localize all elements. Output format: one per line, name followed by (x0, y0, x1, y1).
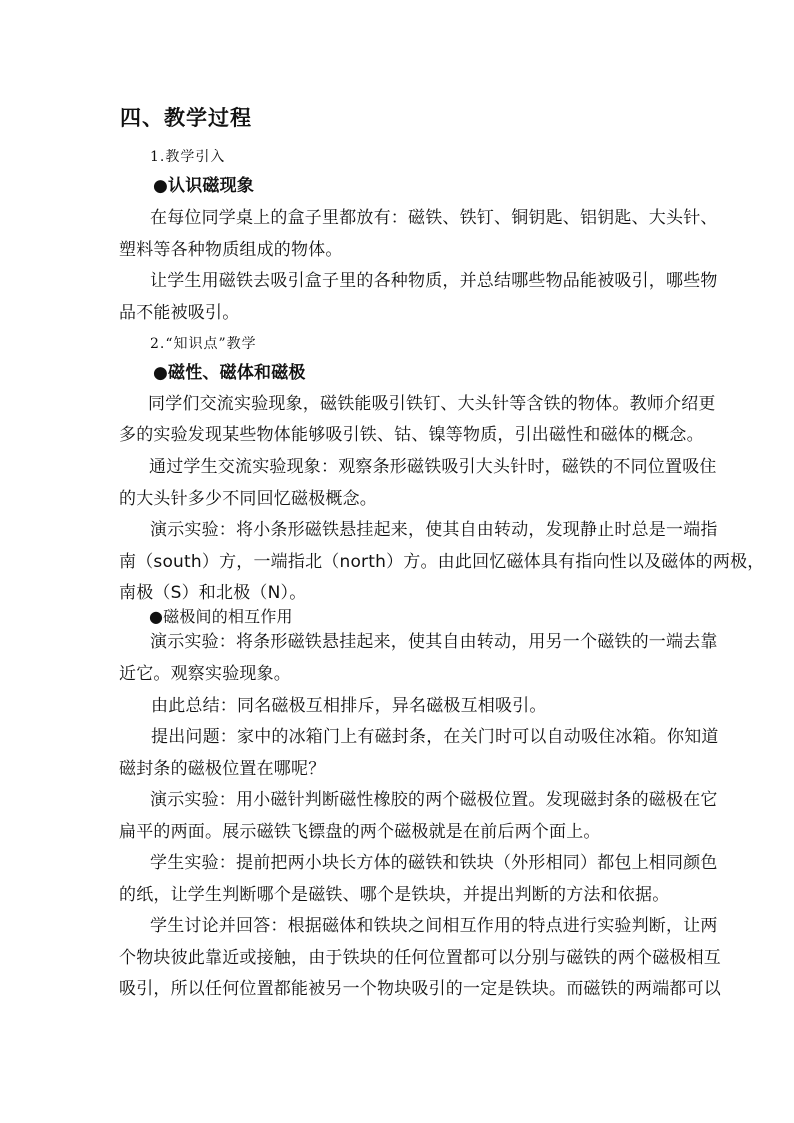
paragraph-line: 个物块彼此靠近或接触，由于铁块的任何位置都可以分别与磁铁的两个磁极相互 (119, 948, 721, 968)
paragraph-line: 磁封条的磁极位置在哪呢？ (119, 759, 326, 779)
subheading-knowledge-teaching: 2.“知识点”教学 (150, 336, 257, 352)
paragraph-line: 通过学生交流实验现象：观察条形磁铁吸引大头针时，磁铁的不同位置吸住 (149, 457, 717, 477)
paragraph-line: 南（south）方，一端指北（north）方。由此回忆磁体具有指向性以及磁体的两极， (119, 552, 765, 572)
section-title-magnetic-phenomenon: ●认识磁现象 (153, 176, 255, 196)
paragraph-line: 让学生用磁铁去吸引盒子里的各种物质，并总结哪些物品能被吸引，哪些物 (150, 271, 718, 291)
section-title-interaction: ●磁极间的相互作用 (149, 607, 293, 626)
paragraph-line: 演示实验：将条形磁铁悬挂起来，使其自由转动，用另一个磁铁的一端去靠 (150, 632, 718, 652)
paragraph-line: 塑料等各种物质组成的物体。 (119, 240, 343, 260)
paragraph-line: 品不能被吸引。 (119, 303, 240, 323)
paragraph-line: 学生实验：提前把两小块长方体的磁铁和铁块（外形相同）都包上相同颜色 (150, 853, 718, 873)
subheading-teaching-intro: 1.教学引入 (150, 149, 226, 165)
paragraph-line: 南极（S）和北极（N）。 (119, 583, 307, 603)
paragraph-line: 学生讨论并回答：根据磁体和铁块之间相互作用的特点进行实验判断，让两 (150, 916, 718, 936)
paragraph-line: 吸引，所以任何位置都能被另一个物块吸引的一定是铁块。而磁铁的两端都可以 (119, 979, 721, 999)
paragraph-line: 扁平的两面。展示磁铁飞镖盘的两个磁极就是在前后两个面上。 (119, 822, 601, 842)
paragraph-line: 提出问题：家中的冰箱门上有磁封条，在关门时可以自动吸住冰箱。你知道 (151, 727, 719, 747)
paragraph-line: 演示实验：将小条形磁铁悬挂起来，使其自由转动，发现静止时总是一端指 (150, 520, 718, 540)
paragraph-line: 的纸，让学生判断哪个是磁铁、哪个是铁块，并提出判断的方法和依据。 (119, 885, 670, 905)
paragraph-line: 的大头针多少不同回忆磁极概念。 (119, 489, 377, 509)
paragraph-line: 同学们交流实验现象，磁铁能吸引铁钉、大头针等含铁的物体。教师介绍更 (148, 394, 716, 414)
paragraph-line: 由此总结：同名磁极互相排斥，异名磁极互相吸引。 (151, 696, 547, 716)
paragraph-line: 多的实验发现某些物体能够吸引铁、钴、镍等物质，引出磁性和磁体的概念。 (119, 425, 704, 445)
paragraph-line: 演示实验：用小磁针判断磁性橡胶的两个磁极位置。发现磁封条的磁极在它 (150, 790, 718, 810)
section-heading: 四、教学过程 (120, 105, 252, 130)
paragraph-line: 近它。观察实验现象。 (119, 664, 291, 684)
section-title-magnetism: ●磁性、磁体和磁极 (153, 363, 306, 383)
paragraph-line: 在每位同学桌上的盒子里都放有：磁铁、铁钉、铜钥匙、铝钥匙、大头针、 (150, 208, 718, 228)
